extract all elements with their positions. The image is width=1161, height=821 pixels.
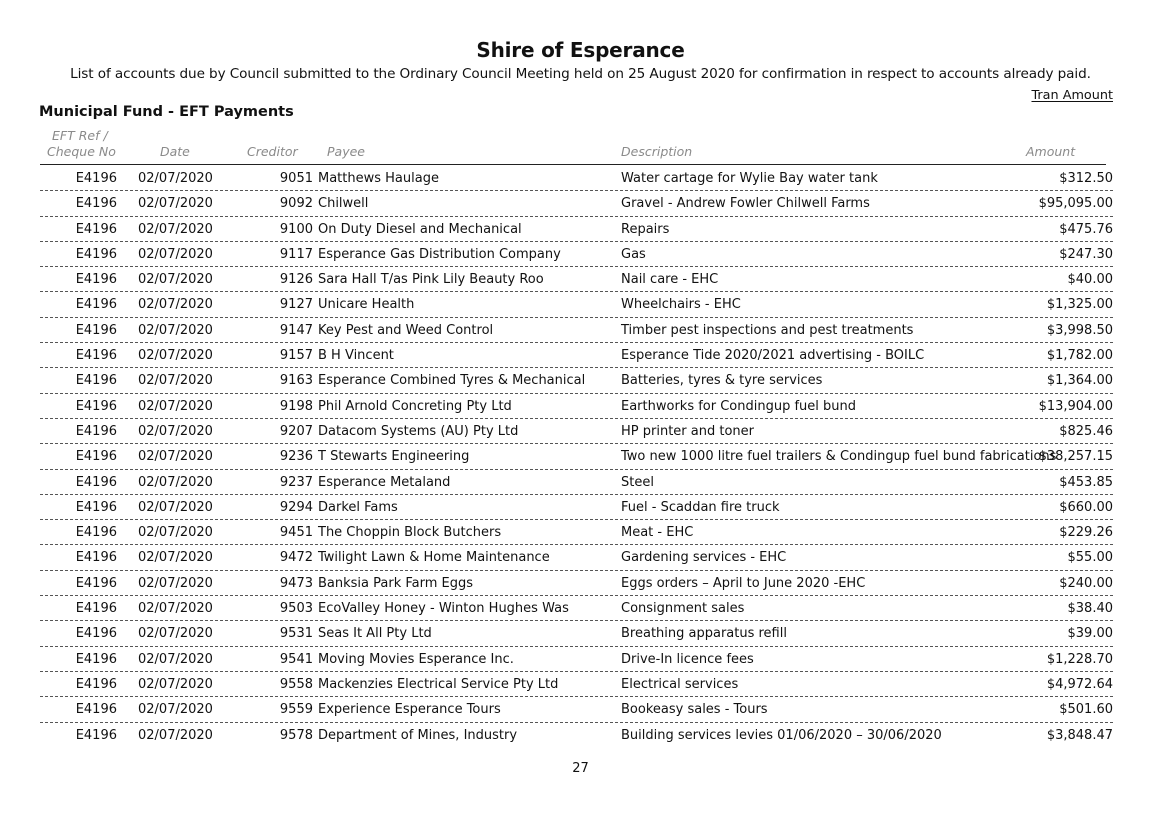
row-payee: Banksia Park Farm Eggs: [318, 575, 474, 591]
row-date: 02/07/2020: [138, 676, 213, 692]
row-description: Batteries, tyres & tyre services: [621, 373, 823, 389]
tran-amount-label: Tran Amount: [1031, 88, 1113, 103]
row-amount: $501.60: [1059, 702, 1113, 718]
row-eft-ref: E4196: [75, 474, 117, 490]
row-creditor: 9163: [279, 373, 313, 389]
row-creditor: 9503: [279, 601, 313, 617]
header-divider: [40, 164, 1106, 165]
table-row: [0, 647, 1161, 672]
row-description: Gardening services - EHC: [621, 550, 787, 566]
table-row: [0, 191, 1161, 216]
row-date: 02/07/2020: [138, 297, 213, 313]
table-row: [0, 242, 1161, 267]
row-amount: $453.85: [1059, 474, 1113, 490]
row-date: 02/07/2020: [138, 423, 213, 439]
row-creditor: 9451: [279, 525, 313, 541]
row-creditor: 9147: [279, 322, 313, 338]
row-date: 02/07/2020: [138, 246, 213, 262]
row-amount: $1,228.70: [1046, 651, 1113, 667]
row-creditor: 9117: [279, 246, 313, 262]
row-eft-ref: E4196: [75, 525, 117, 541]
row-payee: Mackenzies Electrical Service Pty Ltd: [318, 676, 559, 692]
row-eft-ref: E4196: [75, 171, 117, 186]
document-subtitle: List of accounts due by Council submitted to the Ordinary Council Meeting held on 25 August 2020 for confirmation in respect to accounts already paid.: [70, 66, 1091, 82]
table-row: [0, 419, 1161, 444]
row-description: Eggs orders – April to June 2020 -EHC: [621, 575, 866, 591]
row-creditor: 9472: [279, 550, 313, 566]
fund-title: Municipal Fund - EFT Payments: [39, 104, 294, 120]
row-eft-ref: E4196: [75, 601, 117, 617]
row-eft-ref: E4196: [75, 221, 117, 237]
row-amount: $95,095.00: [1038, 196, 1113, 212]
row-date: 02/07/2020: [138, 398, 213, 414]
row-eft-ref: E4196: [75, 702, 117, 718]
table-row: [0, 368, 1161, 393]
row-amount: $825.46: [1059, 423, 1113, 439]
row-date: 02/07/2020: [138, 550, 213, 566]
row-eft-ref: E4196: [75, 246, 117, 262]
row-amount: $1,782.00: [1046, 348, 1113, 364]
page-number: 27: [572, 761, 589, 776]
row-eft-ref: E4196: [75, 499, 117, 515]
row-payee: Matthews Haulage: [318, 171, 439, 186]
row-payee: Twilight Lawn & Home Maintenance: [318, 550, 550, 566]
table-row: [0, 495, 1161, 520]
row-eft-ref: E4196: [75, 449, 117, 465]
row-amount: $3,998.50: [1046, 322, 1113, 338]
row-eft-ref: E4196: [75, 423, 117, 439]
row-description: Timber pest inspections and pest treatments: [621, 322, 914, 338]
row-payee: Esperance Combined Tyres & Mechanical: [318, 373, 586, 389]
table-row: [0, 545, 1161, 570]
row-date: 02/07/2020: [138, 348, 213, 364]
table-row: [0, 444, 1161, 469]
row-description: Two new 1000 litre fuel trailers & Condingup fuel bund fabrications: [621, 449, 1057, 465]
column-header-payee: Payee: [327, 144, 365, 159]
row-description: Breathing apparatus refill: [621, 626, 787, 642]
row-date: 02/07/2020: [138, 474, 213, 490]
row-description: Gas: [621, 246, 646, 262]
row-description: Esperance Tide 2020/2021 advertising - BOILC: [621, 348, 925, 364]
row-payee: T Stewarts Engineering: [318, 449, 470, 465]
row-creditor: 9294: [279, 499, 313, 515]
row-eft-ref: E4196: [75, 626, 117, 642]
row-creditor: 9473: [279, 575, 313, 591]
row-amount: $55.00: [1067, 550, 1113, 566]
row-creditor: 9541: [279, 651, 313, 667]
row-payee: Seas It All Pty Ltd: [318, 626, 432, 642]
row-date: 02/07/2020: [138, 171, 213, 186]
row-creditor: 9092: [279, 196, 313, 212]
row-eft-ref: E4196: [75, 676, 117, 692]
row-payee: Datacom Systems (AU) Pty Ltd: [318, 423, 519, 439]
row-creditor: 9157: [279, 348, 313, 364]
row-date: 02/07/2020: [138, 221, 213, 237]
row-amount: $312.50: [1059, 171, 1113, 186]
row-description: Electrical services: [621, 676, 739, 692]
row-eft-ref: E4196: [75, 398, 117, 414]
row-description: Gravel - Andrew Fowler Chilwell Farms: [621, 196, 870, 212]
row-amount: $3,848.47: [1046, 727, 1113, 743]
table-row: [0, 723, 1161, 748]
row-description: Fuel - Scaddan fire truck: [621, 499, 780, 515]
row-payee: Department of Mines, Industry: [318, 727, 518, 743]
row-payee: Moving Movies Esperance Inc.: [318, 651, 514, 667]
row-creditor: 9236: [279, 449, 313, 465]
table-row: [0, 267, 1161, 292]
column-header-creditor: Creditor: [247, 144, 298, 159]
column-header-ref-line2: Cheque No: [47, 144, 116, 159]
row-payee: Phil Arnold Concreting Pty Ltd: [318, 398, 512, 414]
row-amount: $229.26: [1059, 525, 1113, 541]
row-eft-ref: E4196: [75, 651, 117, 667]
row-description: Meat - EHC: [621, 525, 694, 541]
row-eft-ref: E4196: [75, 272, 117, 288]
row-date: 02/07/2020: [138, 525, 213, 541]
row-payee: Sara Hall T/as Pink Lily Beauty Roo: [318, 272, 544, 288]
column-header-description: Description: [621, 144, 693, 159]
row-creditor: 9578: [279, 727, 313, 743]
table-row: [0, 596, 1161, 621]
row-amount: $38.40: [1067, 601, 1113, 617]
row-description: Earthworks for Condingup fuel bund: [621, 398, 857, 414]
row-description: Wheelchairs - EHC: [621, 297, 741, 313]
column-header-date: Date: [160, 144, 190, 159]
table-row: [0, 520, 1161, 545]
row-payee: B H Vincent: [318, 348, 394, 364]
row-date: 02/07/2020: [138, 702, 213, 718]
row-amount: $660.00: [1059, 499, 1113, 515]
row-eft-ref: E4196: [75, 373, 117, 389]
row-date: 02/07/2020: [138, 626, 213, 642]
row-creditor: 9237: [279, 474, 313, 490]
row-date: 02/07/2020: [138, 322, 213, 338]
row-date: 02/07/2020: [138, 196, 213, 212]
row-amount: $13,904.00: [1038, 398, 1113, 414]
row-description: Nail care - EHC: [621, 272, 719, 288]
table-row: [0, 343, 1161, 368]
row-date: 02/07/2020: [138, 449, 213, 465]
row-payee: Esperance Gas Distribution Company: [318, 246, 561, 262]
row-creditor: 9559: [279, 702, 313, 718]
row-creditor: 9127: [279, 297, 313, 313]
row-description: Water cartage for Wylie Bay water tank: [621, 171, 878, 186]
table-row: [0, 571, 1161, 596]
row-creditor: 9126: [279, 272, 313, 288]
table-row: [0, 318, 1161, 343]
table-row: [0, 672, 1161, 697]
row-amount: $38,257.15: [1038, 449, 1113, 465]
row-description: Bookeasy sales - Tours: [621, 702, 768, 718]
row-payee: Key Pest and Weed Control: [318, 322, 494, 338]
row-description: Building services levies 01/06/2020 – 30/06/2020: [621, 727, 942, 743]
row-date: 02/07/2020: [138, 272, 213, 288]
row-payee: EcoValley Honey - Winton Hughes Was: [318, 601, 569, 617]
row-creditor: 9100: [279, 221, 313, 237]
row-creditor: 9051: [279, 171, 313, 186]
row-amount: $240.00: [1059, 575, 1113, 591]
row-creditor: 9531: [279, 626, 313, 642]
row-payee: The Choppin Block Butchers: [318, 525, 502, 541]
row-amount: $1,325.00: [1046, 297, 1113, 313]
row-date: 02/07/2020: [138, 651, 213, 667]
table-row: [0, 166, 1161, 191]
row-eft-ref: E4196: [75, 322, 117, 338]
row-description: Repairs: [621, 221, 670, 237]
row-date: 02/07/2020: [138, 575, 213, 591]
row-amount: $475.76: [1059, 221, 1113, 237]
row-eft-ref: E4196: [75, 575, 117, 591]
row-payee: Darkel Fams: [318, 499, 398, 515]
row-date: 02/07/2020: [138, 727, 213, 743]
row-creditor: 9198: [279, 398, 313, 414]
row-payee: Chilwell: [318, 196, 369, 212]
table-row: [0, 394, 1161, 419]
row-eft-ref: E4196: [75, 297, 117, 313]
column-header-ref-line1: EFT Ref /: [52, 128, 108, 143]
row-description: HP printer and toner: [621, 423, 754, 439]
row-payee: Esperance Metaland: [318, 474, 451, 490]
row-creditor: 9207: [279, 423, 313, 439]
row-description: Drive-In licence fees: [621, 651, 754, 667]
table-row: [0, 292, 1161, 317]
row-date: 02/07/2020: [138, 601, 213, 617]
column-header-amount: Amount: [1026, 144, 1076, 159]
row-description: Steel: [621, 474, 654, 490]
row-creditor: 9558: [279, 676, 313, 692]
row-amount: $40.00: [1067, 272, 1113, 288]
table-row: [0, 621, 1161, 646]
row-eft-ref: E4196: [75, 348, 117, 364]
row-date: 02/07/2020: [138, 499, 213, 515]
row-payee: Experience Esperance Tours: [318, 702, 501, 718]
table-row: [0, 217, 1161, 242]
row-amount: $1,364.00: [1046, 373, 1113, 389]
row-amount: $4,972.64: [1046, 676, 1113, 692]
payments-table-body: [0, 166, 1161, 748]
row-amount: $247.30: [1059, 246, 1113, 262]
row-amount: $39.00: [1067, 626, 1113, 642]
row-description: Consignment sales: [621, 601, 745, 617]
document-title: Shire of Esperance: [476, 38, 685, 62]
table-row: [0, 697, 1161, 722]
row-eft-ref: E4196: [75, 550, 117, 566]
row-payee: On Duty Diesel and Mechanical: [318, 221, 522, 237]
row-date: 02/07/2020: [138, 373, 213, 389]
row-payee: Unicare Health: [318, 297, 415, 313]
table-row: [0, 470, 1161, 495]
row-eft-ref: E4196: [75, 727, 117, 743]
row-eft-ref: E4196: [75, 196, 117, 212]
